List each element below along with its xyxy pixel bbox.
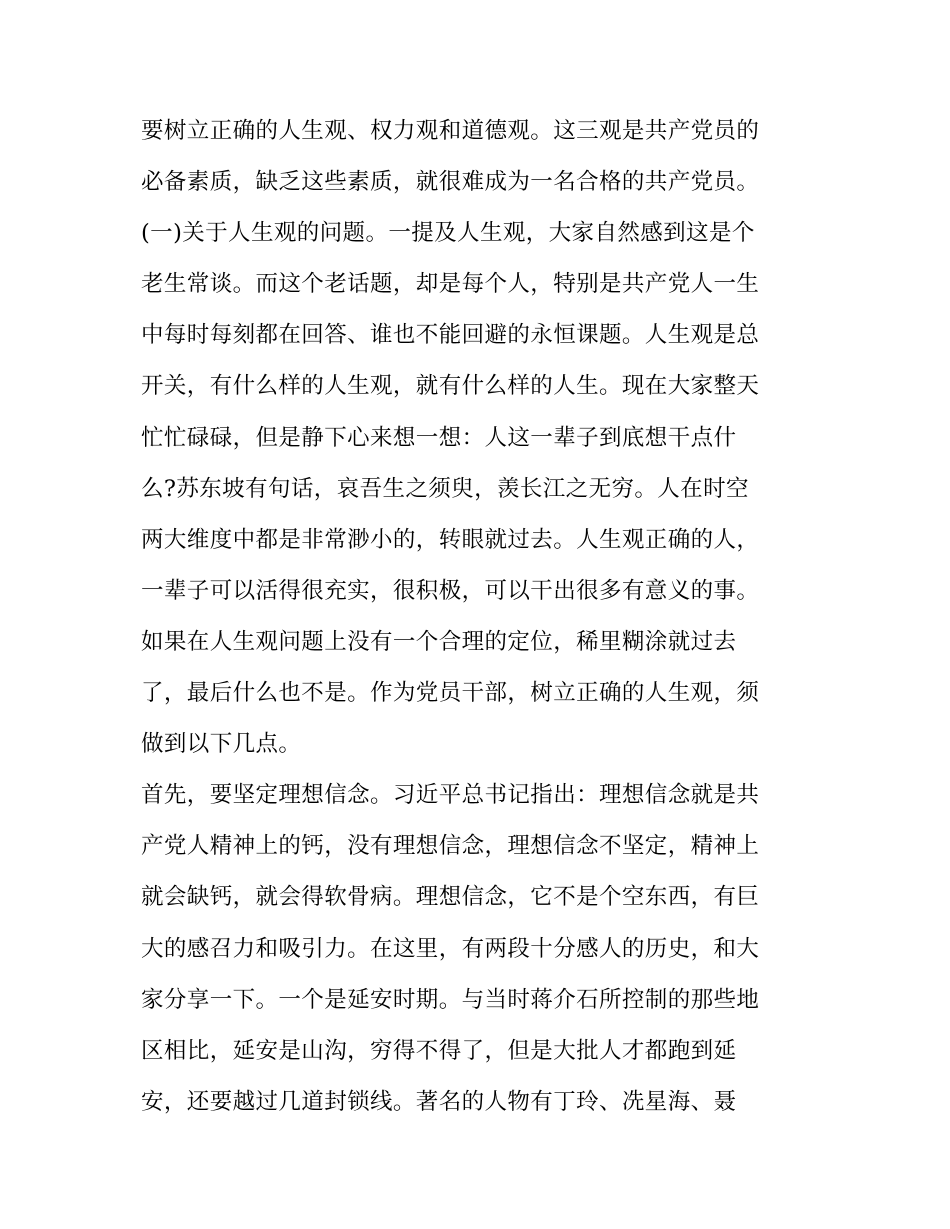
text-line: 安，还要越过几道封锁线。著名的人物有丁玲、冼星海、聂	[141, 1088, 737, 1115]
text-line: 两大维度中都是非常渺小的，转眼就过去。人生观正确的人，	[141, 526, 760, 553]
text-line: 了，最后什么也不是。作为党员干部，树立正确的人生观，须	[141, 680, 760, 707]
text-line: 必备素质，缺乏这些素质，就很难成为一名合格的共产党员。	[141, 169, 760, 196]
text-line: 如果在人生观问题上没有一个合理的定位，稀里糊涂就过去	[141, 628, 737, 655]
text-line: 么?苏东坡有句话，哀吾生之须臾，羡长江之无穷。人在时空	[141, 475, 749, 502]
text-line: 首先，要坚定理想信念。习近平总书记指出：理想信念就是共	[141, 782, 760, 809]
text-line: 做到以下几点。	[141, 731, 302, 758]
text-line: 要树立正确的人生观、权力观和道德观。这三观是共产党员的	[141, 118, 760, 144]
text-line: 区相比，延安是山沟，穷得不得了，但是大批人才都跑到延	[141, 1037, 737, 1064]
text-line: 就会缺钙，就会得软骨病。理想信念，它不是个空东西，有巨	[141, 884, 760, 911]
text-line: 家分享一下。一个是延安时期。与当时蒋介石所控制的那些地	[141, 986, 760, 1013]
text-line: 一辈子可以活得很充实，很积极，可以干出很多有意义的事。	[141, 577, 760, 604]
text-line: 开关，有什么样的人生观，就有什么样的人生。现在大家整天	[141, 373, 760, 400]
text-line: 老生常谈。而这个老话题，却是每个人，特别是共产党人一生	[141, 271, 760, 298]
text-line: 大的感召力和吸引力。在这里，有两段十分感人的历史，和大	[141, 935, 760, 962]
body-text	[141, 106, 821, 1128]
text-line: 中每时每刻都在回答、谁也不能回避的永恒课题。人生观是总	[141, 322, 760, 349]
text-line: (一)关于人生观的问题。一提及人生观，大家自然感到这是个	[141, 220, 755, 247]
text-line: 产党人精神上的钙，没有理想信念，理想信念不坚定，精神上	[141, 833, 760, 860]
text-line: 忙忙碌碌，但是静下心来想一想：人这一辈子到底想干点什	[141, 424, 737, 451]
